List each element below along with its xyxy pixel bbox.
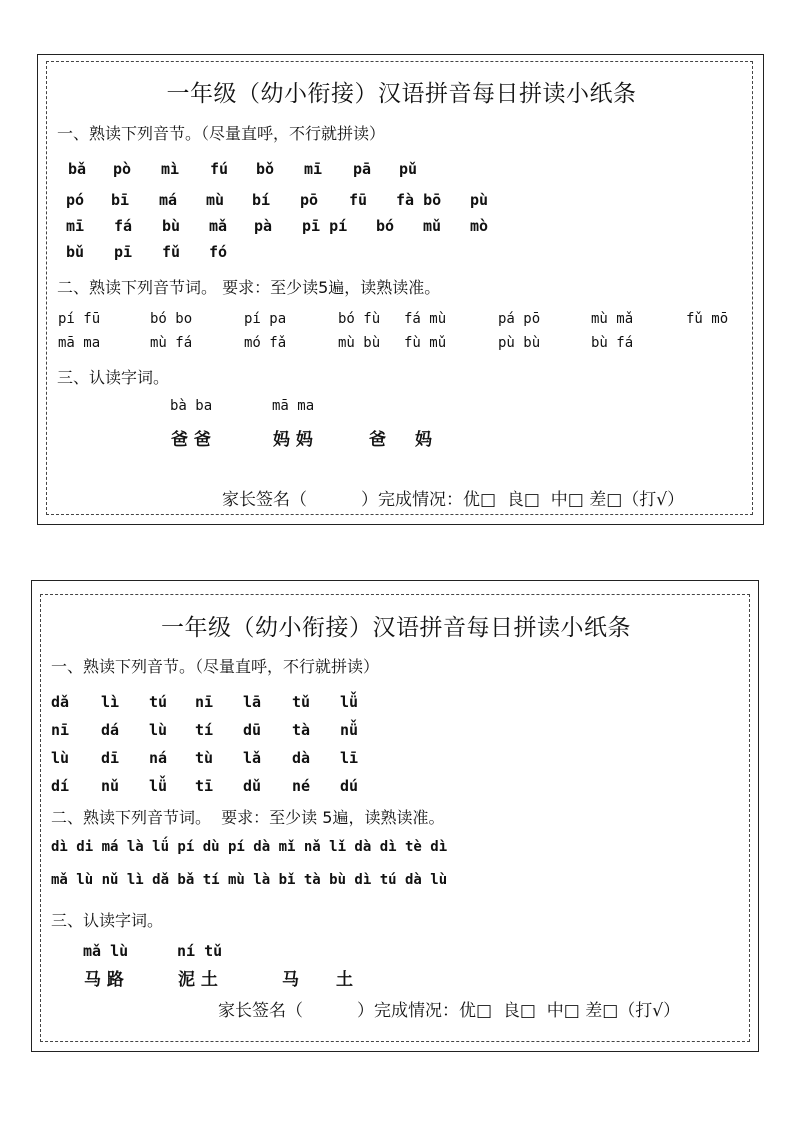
syllable: bí [252, 191, 271, 209]
card-2-section-2-heading: 二、熟读下列音节词。 要求：至少读 5遍，读熟读准。 [51, 808, 445, 827]
syllable: lǚ [340, 693, 359, 711]
syllable: dū [243, 721, 262, 739]
syllable: fǔ [162, 243, 181, 261]
syllable: né [292, 777, 311, 795]
card-1-section-3-heading: 三、认读字词。 [57, 368, 170, 387]
syllable: pā [353, 160, 372, 178]
word-pinyin: mā ma [272, 398, 315, 414]
pinyin-word: pù bù [498, 335, 541, 351]
syllable: mī [304, 160, 323, 178]
syllable: tú [149, 693, 168, 711]
syllable: pò [113, 160, 132, 178]
chinese-character: 妈 [415, 430, 432, 450]
syllable: nī [195, 693, 214, 711]
syllable: fà bō [396, 191, 442, 209]
card-2-section-1-heading: 一、熟读下列音节。（尽量直呼，不行就拼读） [51, 657, 380, 676]
syllable: mù [206, 191, 225, 209]
syllable: dǔ [243, 777, 262, 795]
card-1-section-2-heading: 二、熟读下列音节词。 要求：至少读5遍，读熟读准。 [57, 278, 441, 297]
syllable: dí [51, 777, 70, 795]
syllable: bǎ [68, 160, 87, 178]
syllable: ná [149, 749, 168, 767]
syllable: lǎ [243, 749, 262, 767]
syllable: nǔ [101, 777, 120, 795]
card-2-title: 一年级（幼小衔接）汉语拼音每日拼读小纸条 [161, 615, 631, 641]
syllable: mǎ [209, 217, 228, 235]
syllable: tī [195, 777, 214, 795]
syllable: dá [101, 721, 120, 739]
syllable: pǔ [399, 160, 418, 178]
word-pinyin: ní tǔ [177, 942, 223, 960]
syllable: pī [114, 243, 133, 261]
syllable: lì [101, 693, 120, 711]
syllable: bǔ [66, 243, 85, 261]
pinyin-word: bó fù [338, 311, 381, 327]
syllable: bù [162, 217, 181, 235]
syllable: lā [243, 693, 262, 711]
syllable: pó [66, 191, 85, 209]
syllable: dǎ [51, 693, 70, 711]
syllable: má [159, 191, 178, 209]
syllable: tí [195, 721, 214, 739]
syllable: pī pí [302, 217, 348, 235]
pinyin-word: mù mǎ [591, 311, 634, 327]
syllable: bó [376, 217, 395, 235]
syllable: fú [210, 160, 229, 178]
card-1 [37, 54, 764, 525]
pinyin-word: bó bo [150, 311, 193, 327]
pinyin-word: fǔ mō [686, 311, 729, 327]
chinese-word: 泥 土 [178, 970, 218, 990]
chinese-word: 爸 爸 [171, 430, 211, 450]
chinese-character: 马 [282, 970, 299, 990]
card-2-section-3-heading: 三、认读字词。 [51, 911, 164, 930]
syllable: mǔ [423, 217, 442, 235]
card-1-title: 一年级（幼小衔接）汉语拼音每日拼读小纸条 [166, 81, 637, 107]
pinyin-word: pá pō [498, 311, 541, 327]
syllable: pō [300, 191, 319, 209]
pinyin-line: dì di má là lǘ pí dù pí dà mǐ nǎ lǐ dà dì tè dì [51, 839, 448, 855]
card-2 [31, 580, 759, 1052]
syllable: tǔ [292, 693, 311, 711]
pinyin-word: mā ma [58, 335, 101, 351]
pinyin-word: pí fū [58, 311, 101, 327]
pinyin-word: mù fá [150, 335, 193, 351]
syllable: lù [51, 749, 70, 767]
syllable: lù [149, 721, 168, 739]
pinyin-word: fá mù [404, 311, 447, 327]
syllable: lǚ [149, 777, 168, 795]
word-pinyin: bà ba [170, 398, 213, 414]
chinese-word: 妈 妈 [273, 430, 313, 450]
pinyin-word: fù mǔ [404, 335, 447, 351]
syllable: mī [66, 217, 85, 235]
pinyin-word: mó fǎ [244, 335, 287, 351]
chinese-word: 马 路 [84, 970, 124, 990]
parent-signature-line: 家长签名（ ）完成情况：优□ 良□ 中□ 差□（打√） [218, 1001, 681, 1021]
syllable: mì [161, 160, 180, 178]
syllable: tà [292, 721, 311, 739]
syllable: fū [349, 191, 368, 209]
chinese-character: 爸 [369, 430, 386, 450]
syllable: tù [195, 749, 214, 767]
syllable: bī [111, 191, 130, 209]
syllable: bǒ [256, 160, 275, 178]
syllable: dú [340, 777, 359, 795]
syllable: dī [101, 749, 120, 767]
pinyin-line: mǎ lù nǔ lì dǎ bǎ tí mù là bǐ tà bù dì tú dà lù [51, 872, 448, 888]
pinyin-word: mù bù [338, 335, 381, 351]
parent-signature-line: 家长签名（ ）完成情况：优□ 良□ 中□ 差□（打√） [222, 490, 685, 510]
pinyin-word: pí pa [244, 311, 287, 327]
syllable: nǚ [340, 721, 359, 739]
word-pinyin: mǎ lù [83, 942, 129, 960]
card-1-section-1-heading: 一、熟读下列音节。（尽量直呼，不行就拼读） [57, 124, 386, 143]
syllable: fó [209, 243, 228, 261]
syllable: mò [470, 217, 489, 235]
syllable: pù [470, 191, 489, 209]
pinyin-word: bù fá [591, 335, 634, 351]
syllable: fá [114, 217, 133, 235]
syllable: pà [254, 217, 273, 235]
chinese-character: 土 [336, 970, 353, 990]
syllable: dà [292, 749, 311, 767]
syllable: nī [51, 721, 70, 739]
syllable: lī [340, 749, 359, 767]
